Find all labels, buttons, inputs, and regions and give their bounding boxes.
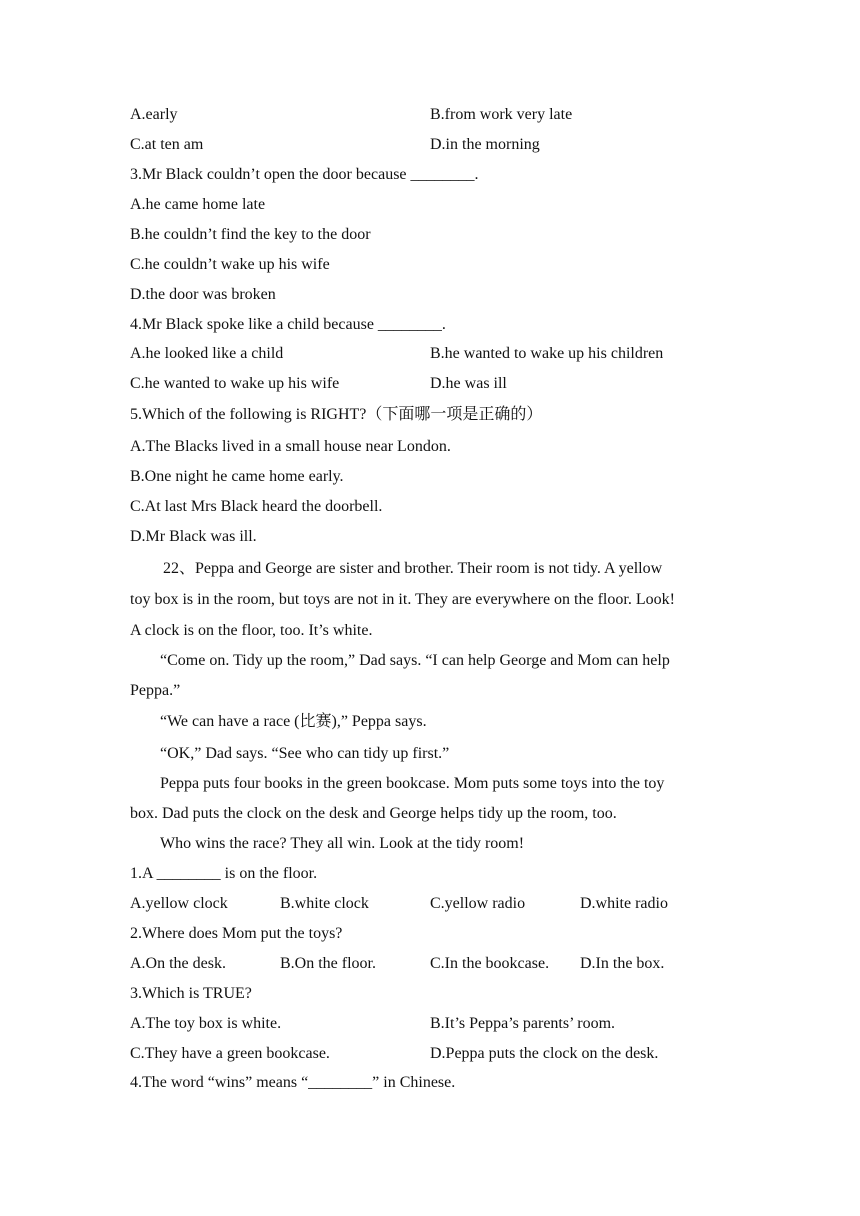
p2-q1-option-a: A.yellow clock	[130, 895, 228, 912]
p1-q5-stem: 5.Which of the following is RIGHT?（下面哪一项是正确的）	[130, 406, 543, 423]
p2-line-9: box. Dad puts the clock on the desk and George helps tidy up the room, too.	[130, 805, 617, 822]
p1-q4-option-b: B.he wanted to wake up his children	[430, 345, 664, 362]
p2-q3-option-b: B.It’s Peppa’s parents’ room.	[430, 1015, 616, 1032]
p2-q3-option-d: D.Peppa puts the clock on the desk.	[430, 1045, 659, 1062]
p2-line-10: Who wins the race? They all win. Look at the tidy room!	[160, 835, 525, 852]
p1-q4-option-c: C.he wanted to wake up his wife	[130, 375, 340, 392]
p1-q2-option-d: D.in the morning	[430, 136, 540, 153]
p1-q3-option-d: D.the door was broken	[130, 286, 276, 303]
p2-q2-option-b: B.On the floor.	[280, 955, 376, 972]
p1-q4-option-a: A.he looked like a child	[130, 345, 284, 362]
p2-q4-stem: 4.The word “wins” means “________” in Chinese.	[130, 1074, 456, 1091]
p1-q5-option-c: C.At last Mrs Black heard the doorbell.	[130, 498, 383, 515]
p2-line-3: A clock is on the floor, too. It’s white.	[130, 622, 373, 639]
p2-line-1: 22、Peppa and George are sister and brother. Their room is not tidy. A yellow	[163, 560, 663, 577]
p2-q1-option-d: D.white radio	[580, 895, 668, 912]
p1-q2-option-a: A.early	[130, 106, 178, 123]
p1-q5-option-b: B.One night he came home early.	[130, 468, 344, 485]
p1-q4-option-d: D.he was ill	[430, 375, 507, 392]
p2-q1-option-c: C.yellow radio	[430, 895, 526, 912]
p2-q1-stem: 1.A ________ is on the floor.	[130, 865, 318, 882]
p2-line-8: Peppa puts four books in the green bookcase. Mom puts some toys into the toy	[160, 775, 665, 792]
p1-q5-option-a: A.The Blacks lived in a small house near London.	[130, 438, 451, 455]
p2-q2-option-d: D.In the box.	[580, 955, 665, 972]
p1-q3-option-b: B.he couldn’t find the key to the door	[130, 226, 371, 243]
p2-line-2: toy box is in the room, but toys are not in it. They are everywhere on the floor. Look!	[130, 591, 675, 608]
p1-q2-option-b: B.from work very late	[430, 106, 573, 123]
p1-q2-option-c: C.at ten am	[130, 136, 204, 153]
p2-q2-option-a: A.On the desk.	[130, 955, 226, 972]
p1-q3-option-a: A.he came home late	[130, 196, 266, 213]
p2-line-7: “OK,” Dad says. “See who can tidy up first.”	[160, 745, 450, 762]
p1-q4-stem: 4.Mr Black spoke like a child because ________.	[130, 316, 446, 333]
p2-q3-option-c: C.They have a green bookcase.	[130, 1045, 330, 1062]
p1-q3-stem: 3.Mr Black couldn’t open the door because ________.	[130, 166, 479, 183]
p1-q3-option-c: C.he couldn’t wake up his wife	[130, 256, 330, 273]
p2-line-4: “Come on. Tidy up the room,” Dad says. “I can help George and Mom can help	[160, 652, 670, 669]
p2-line-5: Peppa.”	[130, 682, 181, 699]
p1-q5-option-d: D.Mr Black was ill.	[130, 528, 257, 545]
p2-q3-option-a: A.The toy box is white.	[130, 1015, 282, 1032]
p2-line-6: “We can have a race (比赛),” Peppa says.	[160, 713, 427, 730]
p2-q3-stem: 3.Which is TRUE?	[130, 985, 252, 1002]
p2-q2-option-c: C.In the bookcase.	[430, 955, 550, 972]
p2-q2-stem: 2.Where does Mom put the toys?	[130, 925, 343, 942]
p2-q1-option-b: B.white clock	[280, 895, 369, 912]
